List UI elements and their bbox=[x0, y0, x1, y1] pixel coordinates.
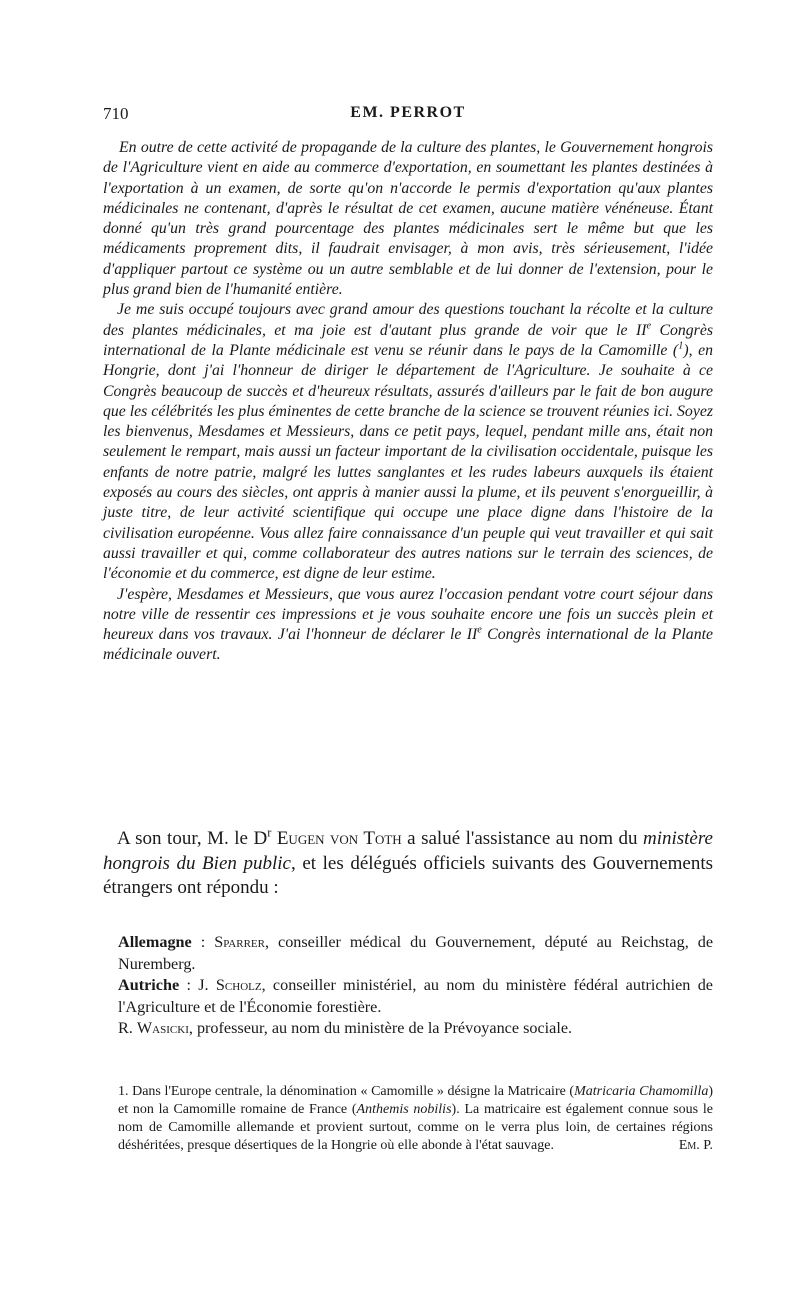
separator: : bbox=[191, 933, 215, 951]
page-number: 710 bbox=[103, 104, 129, 123]
delegate-name: Wasicki bbox=[136, 1019, 189, 1037]
delegate-description: , professeur, au nom du ministère de la Prévoyance sociale. bbox=[188, 1019, 573, 1037]
delegate-name: Scholz bbox=[215, 976, 262, 994]
speech-paragraph-1-text: En outre de cette activité de propagande de la culture des plantes, le Gouvernement hongrois de l'Agriculture vient en aide au commerce d'exportation, en soumettant les plantes destinées à l'exportation à un examen, de sorte qu'on n'accorde le permis d'exportation qu'aux plantes médicinales ne contenant, d'après le résultat de cet examen, aucune matière vénéneuse. Étant donné qu'un très grand pourcentage des plantes médicinales sert le même but que les médicaments proprement dits, il faudrait envisager, à mon avis, très sérieusement, l'idée d'appliquer partout ce système ou un autre semblable et de lui donner de l'extension, pour le plus grand bien de l'humanité entière. bbox=[103, 139, 713, 299]
speech-paragraph-2-text-a: Je me suis occupé toujours avec grand amour des questions touchant la récolte et la culture des plantes médicinales, et ma joie est d'autant plus grande de voir que le II bbox=[103, 301, 713, 339]
latin-name: Anthemis nobilis bbox=[356, 1102, 452, 1117]
delegate-germany bbox=[118, 932, 713, 975]
speech-paragraph-3 bbox=[103, 585, 713, 666]
ordinal-superscript: e bbox=[477, 624, 482, 636]
narrative-text-c: , et les délégués officiels suivants des Gouvernements étrangers ont répondu : bbox=[103, 852, 713, 898]
delegate-description: , conseiller ministériel, au nom du ministère fédéral autrichien de l'Agriculture et de l'Économie forestière. bbox=[118, 976, 713, 1016]
speech-paragraph-3-text-b: Congrès international de la Plante médicinale ouvert. bbox=[103, 626, 713, 664]
speech-paragraph-3-text-a: J'espère, Mesdames et Messieurs, que vous aurez l'occasion pendant votre court séjour dans notre ville de ressentir ces impressions et je vous souhaite encore une fois un succès plein et heureux dans vos travaux. J'ai l'honneur de déclarer le II bbox=[103, 585, 713, 644]
title-superscript: r bbox=[267, 825, 272, 840]
speech-quote bbox=[103, 138, 713, 666]
speech-paragraph-2-text-b: Congrès international de la Plante médicinale est venu se réunir dans le pays de la Camomille ( bbox=[103, 321, 713, 359]
latin-name: Matricaria Chamomilla bbox=[574, 1084, 709, 1099]
ministry-name: ministère hongrois du Bien public bbox=[103, 828, 713, 874]
speech-paragraph-1 bbox=[103, 138, 713, 300]
narrative-text-b: a salué l'assistance au nom du bbox=[401, 828, 643, 849]
delegate-description: , conseiller médical du Gouvernement, député au Reichstag, de Nuremberg. bbox=[118, 933, 714, 973]
delegate-initial: R. bbox=[118, 1019, 137, 1037]
speech-paragraph-2 bbox=[103, 300, 713, 584]
delegate-country: Autriche bbox=[118, 976, 180, 994]
running-head: EM. PERROT bbox=[350, 104, 466, 121]
footnote bbox=[118, 1083, 713, 1155]
ordinal-superscript: e bbox=[646, 320, 652, 332]
footnote-text bbox=[118, 1083, 713, 1155]
separator: : J. bbox=[179, 976, 216, 994]
delegate-country: Allemagne bbox=[118, 933, 192, 951]
delegate-name: Sparrer bbox=[214, 933, 265, 951]
footnote-text-a: 1. Dans l'Europe centrale, la dénomination « Camomille » désigne la Matricaire ( bbox=[118, 1084, 575, 1099]
delegate-austria-2 bbox=[118, 1018, 713, 1040]
delegates-list bbox=[118, 932, 713, 1040]
speaker-name: Eugen von Toth bbox=[271, 828, 402, 849]
page-header bbox=[103, 104, 713, 128]
narrative-text bbox=[103, 827, 713, 901]
footnote-text-b: ) et non la Camomille romaine de France ( bbox=[118, 1084, 714, 1117]
narrative-paragraph bbox=[103, 827, 713, 901]
footnote-signature: Em. P. bbox=[678, 1138, 713, 1153]
footnote-marker[interactable]: 1 bbox=[678, 340, 684, 352]
narrative-text-a: A son tour, M. le D bbox=[117, 828, 268, 849]
delegate-austria bbox=[118, 975, 713, 1018]
speech-paragraph-2-text-c: ), en Hongrie, dont j'ai l'honneur de diriger le département de l'Agriculture. Je souhaite à ce Congrès beaucoup de succès et d'heureux résultats, assurés d'ailleurs par le fait de bon augure que les célébrités les plus éminentes de cette branche de la science se trouvent réunies ici. Soyez les bienvenus, Mesdames et Messieurs, dans ce petit pays, lequel, pendant mille ans, était non seulement le rempart, mais aussi un facteur important de la civilisation occidentale, puisque les enfants de notre patrie, malgré les luttes sanglantes et les rudes labeurs auxquels ils étaient exposés au cours des siècles, ont appris à manier aussi la plume, et ils peuvent s'enorgueillir, à juste titre, de leur activité scientifique qui occupe une place digne dans l'histoire de la civilisation européenne. Vous allez faire connaissance d'un peuple qui veut travailler et qui sait aussi travailler et qui, comme collaborateur des autres nations sur le terrain des sciences, de l'économie et du commerce, est digne de leur estime. bbox=[103, 341, 713, 583]
footnote-text-c: ). La matricaire est également connue sous le nom de Camomille allemande et provient surtout, comme on le verra plus loin, de certaines régions déshéritées, presque désertiques de la Hongrie où elle abonde à l'état sauvage. bbox=[118, 1102, 713, 1153]
